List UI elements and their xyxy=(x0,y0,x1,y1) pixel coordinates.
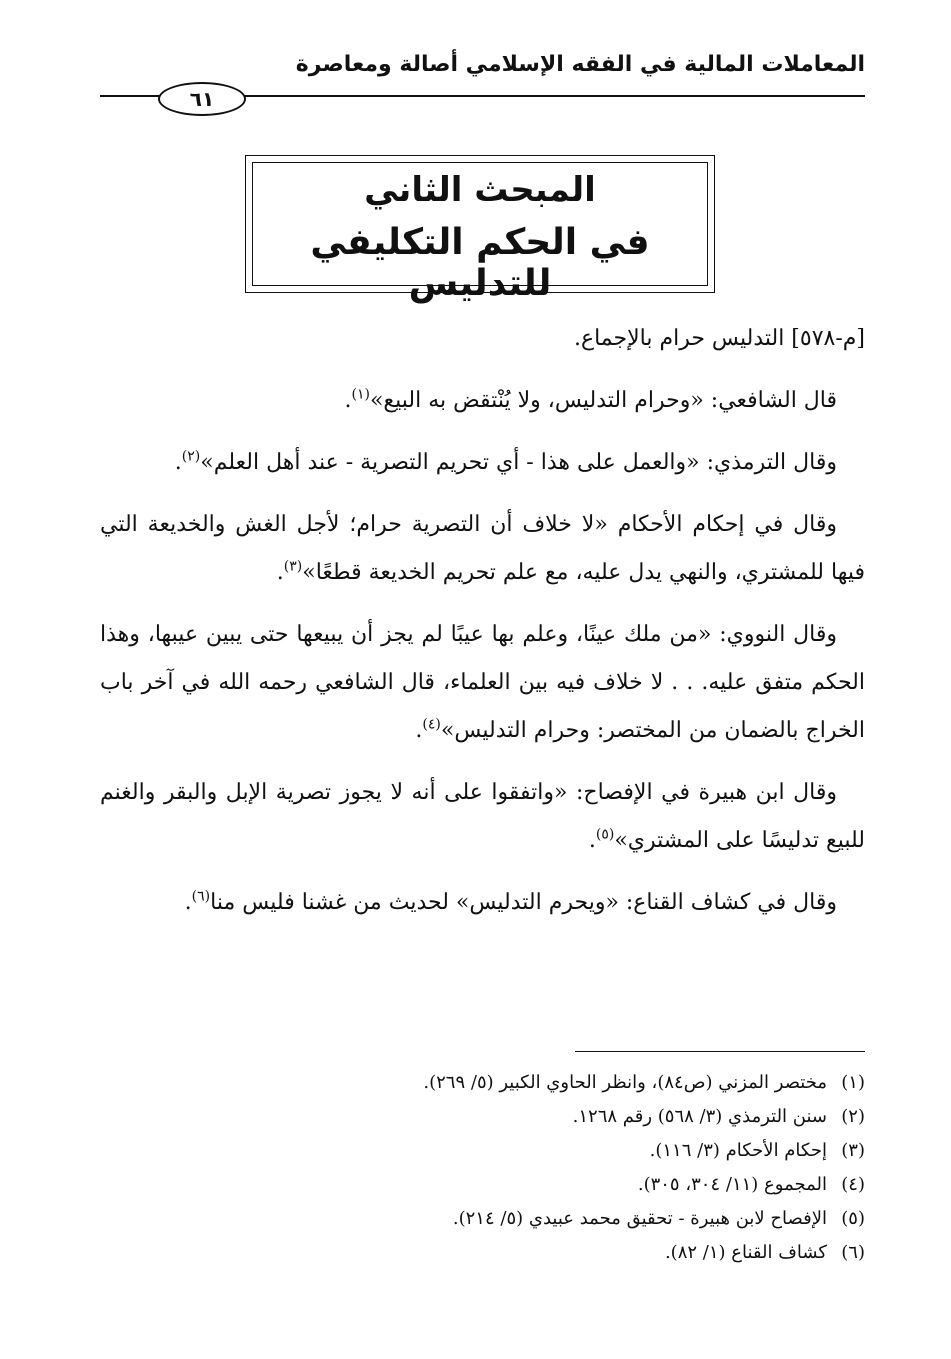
paragraph-text: وقال في إحكام الأحكام «لا خلاف أن التصرية حرام؛ لأجل الغش والخديعة التي فيها للمشتري، والنهي يدل عليه، مع علم تحريم الخديعة قطعًا» xyxy=(100,512,865,585)
footnote-ref: (٥) xyxy=(595,826,615,843)
footnote xyxy=(100,1236,865,1270)
footnote-ref: (٤) xyxy=(422,716,441,733)
footnote-text: الإفصاح لابن هبيرة - تحقيق محمد عبيدي (٥/ ٢١٤). xyxy=(452,1208,827,1229)
paragraph xyxy=(100,769,865,865)
running-header: المعاملات المالية في الفقه الإسلامي أصالة ومعاصرة xyxy=(295,52,865,77)
paragraph-text: وقال النووي: «من ملك عينًا، وعلم بها عيبًا لم يجز أن يبيعها حتى يبين عيبها، وهذا الحكم متفق عليه. . . لا خلاف فيه بين العلماء، قال الشافعي رحمه الله في آخر باب الخراج بالضمان من المختصر: وحرام التدليس» xyxy=(100,622,865,743)
paragraph-text: وقال ابن هبيرة في الإفصاح: «واتفقوا على أنه لا يجوز تصرية الإبل والبقر والغنم للبيع تدليسًا على المشتري» xyxy=(100,780,865,853)
footnote-number: (١) xyxy=(841,1072,865,1093)
footnotes xyxy=(100,1066,865,1270)
footnote xyxy=(100,1066,865,1100)
footnote xyxy=(100,1202,865,1236)
paragraph-tail: . xyxy=(415,718,423,743)
footnote xyxy=(100,1134,865,1168)
footnote xyxy=(100,1100,865,1134)
footnote-text: سنن الترمذي (٣/ ٥٦٨) رقم ١٢٦٨. xyxy=(572,1106,827,1127)
footnote-number: (٤) xyxy=(841,1174,865,1195)
paragraph-tail: . xyxy=(276,560,284,585)
paragraph xyxy=(100,501,865,597)
paragraph-text: قال الشافعي: «وحرام التدليس، ولا يُنْتقض به البيع» xyxy=(369,388,837,413)
paragraph xyxy=(100,611,865,755)
paragraph xyxy=(100,439,865,487)
footnote-ref: (٦) xyxy=(191,888,211,905)
footnote-ref: (٣) xyxy=(283,558,303,575)
footnote-ref: (١) xyxy=(351,386,370,403)
footnote-text: كشاف القناع (١/ ٨٢). xyxy=(664,1242,827,1263)
footnote-text: إحكام الأحكام (٣/ ١١٦). xyxy=(649,1140,827,1161)
footnote-number: (٣) xyxy=(841,1140,865,1161)
paragraph xyxy=(100,879,865,927)
section-title-line-2: في الحكم التكليفي للتدليس xyxy=(310,222,650,304)
paragraph-text: [م-٥٧٨] التدليس حرام بالإجماع. xyxy=(573,326,865,351)
footnote-separator xyxy=(575,1051,865,1052)
paragraph xyxy=(100,315,865,363)
section-title-frame xyxy=(245,155,715,304)
page-number: ٦١ xyxy=(158,82,246,116)
paragraph-tail: . xyxy=(344,388,352,413)
paragraph xyxy=(100,377,865,425)
paragraph-tail: . xyxy=(588,828,596,853)
footnote-number: (٥) xyxy=(841,1208,865,1229)
footnote xyxy=(100,1168,865,1202)
paragraph-tail: . xyxy=(174,450,182,475)
footnote-ref: (٢) xyxy=(181,448,201,465)
paragraph-tail: . xyxy=(184,890,192,915)
footnote-text: المجموع (١١/ ٣٠٤، ٣٠٥). xyxy=(637,1174,827,1195)
body-text xyxy=(100,315,865,941)
footnote-number: (٦) xyxy=(841,1242,865,1263)
footnote-number: (٢) xyxy=(841,1106,865,1127)
paragraph-text: وقال في كشاف القناع: «ويحرم التدليس» لحديث من غشنا فليس منا xyxy=(210,890,837,915)
paragraph-text: وقال الترمذي: «والعمل على هذا - أي تحريم التصرية - عند أهل العلم» xyxy=(200,450,837,475)
footnote-text: مختصر المزني (ص٨٤)، وانظر الحاوي الكبير (٥/ ٢٦٩). xyxy=(423,1072,827,1093)
section-title-line-1: المبحث الثاني xyxy=(364,170,596,210)
